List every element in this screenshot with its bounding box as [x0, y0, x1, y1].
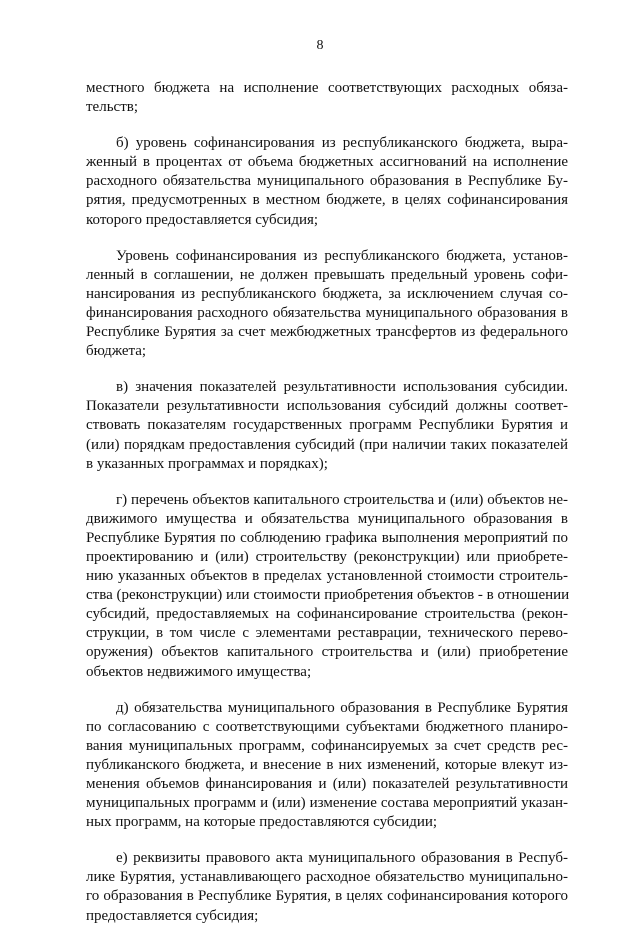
- text-line: движимого имущества и обязательства муниципального образования в: [86, 510, 568, 527]
- text-line: нансирования из республиканского бюджета, за исключением случая со-: [86, 285, 568, 302]
- paragraph-g: [86, 491, 568, 682]
- text-line: вания муниципальных программ, софинансируемых за счет средств рес-: [86, 737, 568, 754]
- text-line: (или) порядкам предоставления субсидий (при наличии таких показателей: [86, 436, 568, 453]
- text-line: Республике Бурятия по соблюдению графика выполнения мероприятий по: [86, 529, 568, 546]
- text-line: Показатели результативности использования субсидий должны соответ-: [86, 398, 568, 415]
- text-line: расходного обязательства муниципального образования в Республике Бу-: [86, 173, 568, 190]
- paragraph-b: [86, 134, 568, 229]
- text-line: субсидий, предоставляемых на софинансирование строительства (рекон-: [86, 606, 568, 623]
- text-line: струкции, в том числе с элементами реставрации, технического перево-: [86, 625, 568, 642]
- text-line: рятия, предусмотренных в местном бюджете, в целях софинансирования: [86, 192, 568, 209]
- text-line: финансирования расходного обязательства муниципального образования в: [86, 304, 568, 321]
- text-line: ства (реконструкции) или стоимости приобретения объектов - в отношении: [86, 587, 570, 604]
- text-line: д) обязательства муниципального образования в Республике Бурятия: [116, 699, 568, 716]
- text-line: предоставляется субсидия;: [86, 907, 259, 924]
- text-line: проектированию и (или) строительству (реконструкции) или приобрете-: [86, 548, 568, 565]
- text-line: ных программ, на которые предоставляются субсидии;: [86, 814, 438, 831]
- text-line: бюджета;: [86, 343, 147, 360]
- text-line: в) значения показателей результативности использования субсидии.: [116, 379, 568, 396]
- text-line: г) перечень объектов капитального строительства и (или) объектов не-: [116, 491, 568, 508]
- page-number: 8: [316, 38, 324, 53]
- text-line: менения объемов финансирования и (или) показателей результативности: [86, 776, 568, 792]
- text-line: местного бюджета на исполнение соответствующих расходных обяза-: [86, 80, 568, 96]
- text-line: оружения) объектов капитального строительства и (или) приобретение: [86, 644, 568, 661]
- text-line: Уровень софинансирования из республиканского бюджета, установ-: [116, 247, 568, 264]
- text-line: ленный в соглашении, не должен превышать предельный уровень софи-: [86, 266, 568, 283]
- text-line: в указанных программах и порядках);: [86, 455, 328, 472]
- text-line: которого предоставляется субсидия;: [86, 211, 319, 228]
- paragraph-v: [86, 378, 568, 473]
- paragraph-d: [86, 699, 568, 833]
- paragraph-cofinancing-level: [86, 247, 568, 362]
- text-line: лике Бурятия, устанавливающего расходное обязательство муниципально-: [86, 869, 568, 886]
- text-line: Республике Бурятия за счет межбюджетных трансфертов из федерального: [86, 324, 568, 341]
- text-line: муниципальных программ и (или) изменение состава мероприятий указан-: [86, 795, 568, 812]
- document-body: [86, 79, 568, 943]
- text-line: е) реквизиты правового акта муниципального образования в Респуб-: [116, 850, 568, 867]
- text-line: публиканского бюджета, и внесение в них изменений, которые влекут из-: [86, 756, 568, 773]
- text-line: объектов недвижимого имущества;: [86, 663, 312, 680]
- text-line: б) уровень софинансирования из республиканского бюджета, выра-: [116, 135, 568, 152]
- paragraph-continuation: [86, 79, 568, 117]
- text-line: го образования в Республике Бурятия, в целях софинансирования которого: [86, 888, 568, 905]
- text-line: нию указанных объектов в пределах установленной стоимости строитель-: [86, 568, 568, 585]
- text-line: по согласованию с соответствующими субъектами бюджетного планиро-: [86, 718, 568, 735]
- paragraph-e: [86, 849, 568, 925]
- text-line: тельств;: [86, 99, 139, 116]
- text-line: женный в процентах от объема бюджетных ассигнований на исполнение: [86, 154, 568, 171]
- text-line: ствовать показателям государственных программ Республики Бурятия и: [86, 417, 568, 434]
